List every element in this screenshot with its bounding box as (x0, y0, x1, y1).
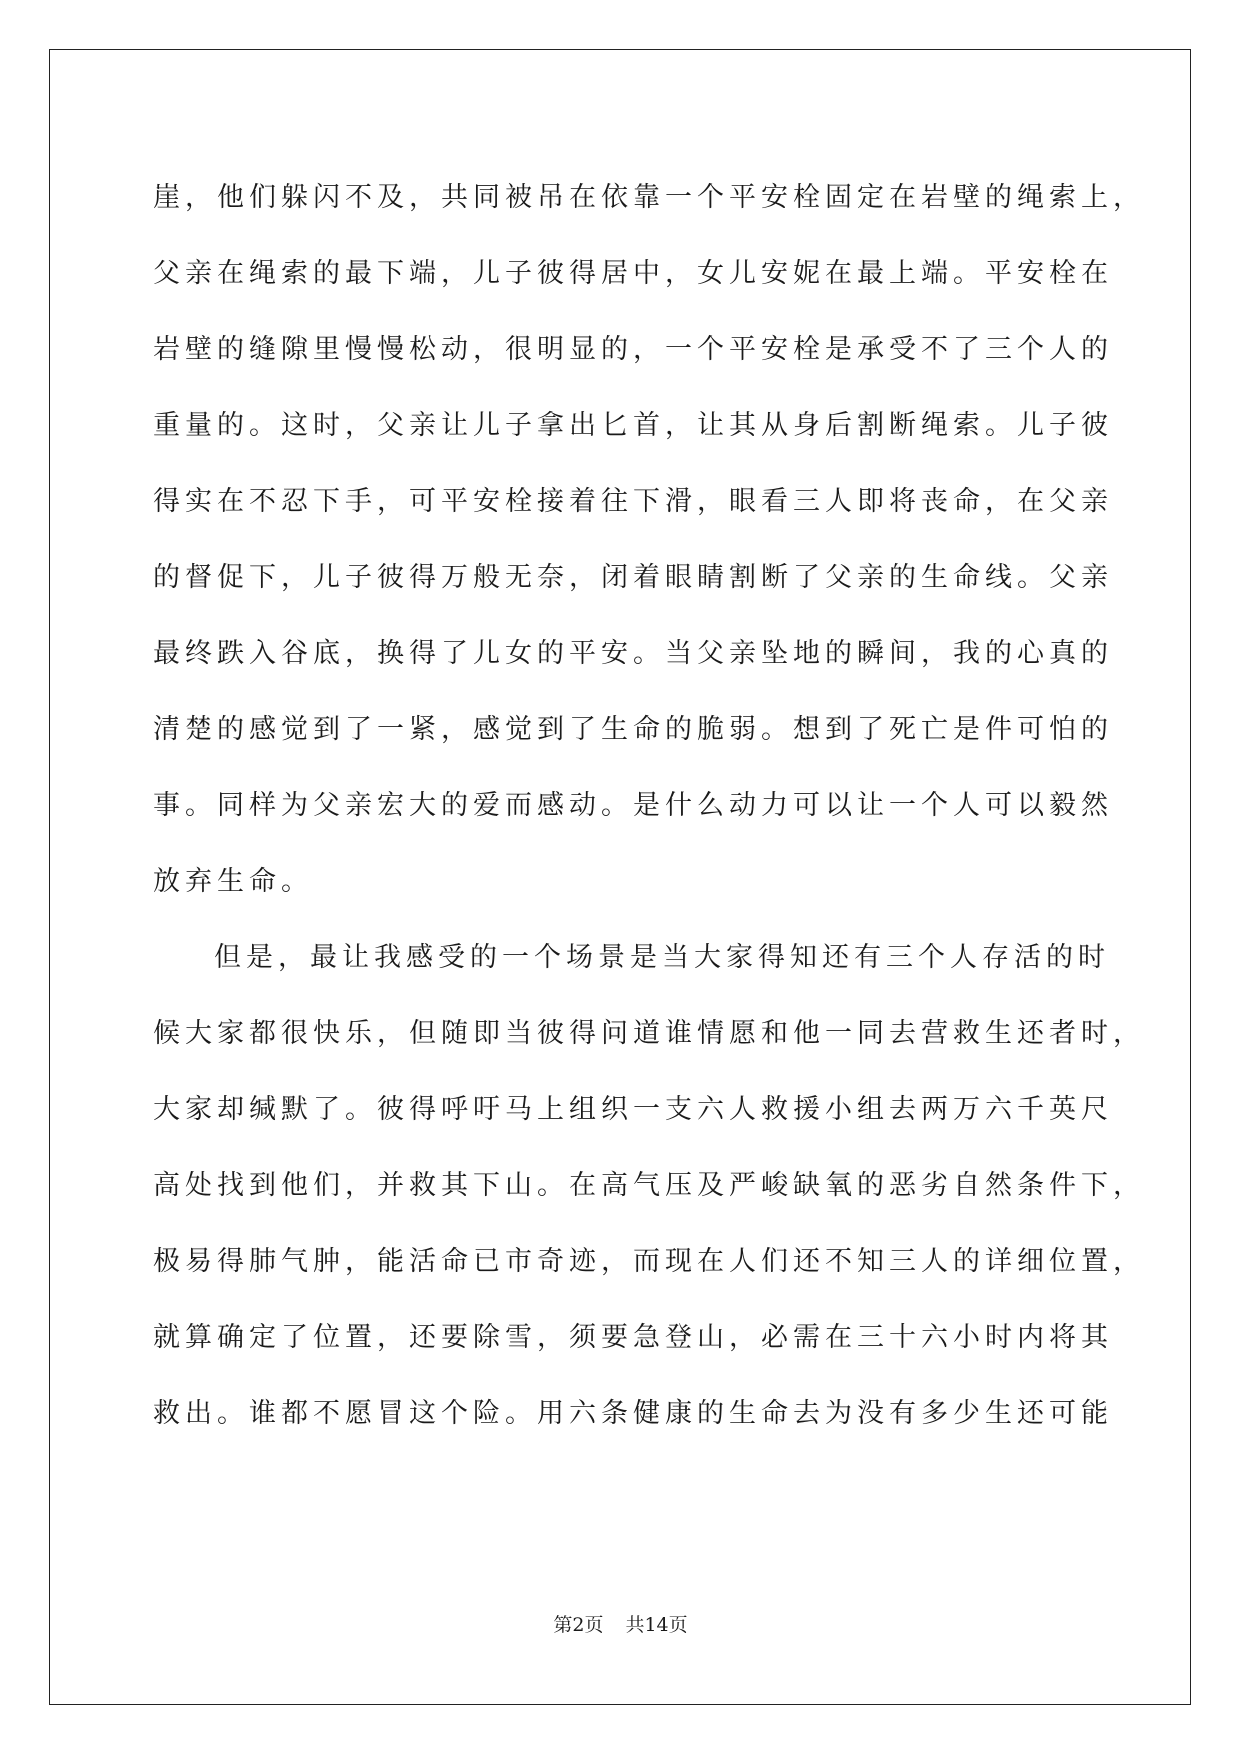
text-line: 就算确定了位置，还要除雪，须要急登山，必需在三十六小时内将其 (153, 1322, 1113, 1353)
text-line: 高处找到他们，并救其下山。在高气压及严峻缺氧的恶劣自然条件下， (153, 1170, 1145, 1201)
text-line: 崖，他们躲闪不及，共同被吊在依靠一个平安栓固定在岩壁的绳索上， (153, 182, 1145, 213)
text-line: 但是，最让我感受的一个场景是当大家得知还有三个人存活的时 (214, 942, 1110, 973)
text-line: 放弃生命。 (153, 866, 313, 897)
text-line: 岩壁的缝隙里慢慢松动，很明显的，一个平安栓是承受不了三个人的 (153, 334, 1113, 365)
page-footer (0, 1610, 1241, 1637)
text-line: 清楚的感觉到了一紧，感觉到了生命的脆弱。想到了死亡是件可怕的 (153, 714, 1113, 745)
text-line: 的督促下，儿子彼得万般无奈，闭着眼睛割断了父亲的生命线。父亲 (153, 562, 1113, 593)
text-line: 救出。谁都不愿冒这个险。用六条健康的生命去为没有多少生还可能 (153, 1398, 1113, 1429)
text-line: 大家却缄默了。彼得呼吁马上组织一支六人救援小组去两万六千英尺 (153, 1094, 1113, 1125)
text-line: 极易得肺气肿，能活命已市奇迹，而现在人们还不知三人的详细位置， (153, 1246, 1145, 1277)
page-total: 共14页 (625, 1614, 688, 1636)
text-line: 父亲在绳索的最下端，儿子彼得居中，女儿安妮在最上端。平安栓在 (153, 258, 1113, 289)
text-line: 重量的。这时，父亲让儿子拿出匕首，让其从身后割断绳索。儿子彼 (153, 410, 1113, 441)
text-line: 最终跌入谷底，换得了儿女的平安。当父亲坠地的瞬间，我的心真的 (153, 638, 1113, 669)
document-body (153, 160, 1145, 1452)
text-line: 事。同样为父亲宏大的爱而感动。是什么动力可以让一个人可以毅然 (153, 790, 1113, 821)
page-number: 第2页 (553, 1614, 604, 1636)
paragraph-2 (153, 920, 1145, 1452)
text-line: 得实在不忍下手，可平安栓接着往下滑，眼看三人即将丧命，在父亲 (153, 486, 1113, 517)
paragraph-1 (153, 160, 1145, 920)
text-line: 候大家都很快乐，但随即当彼得问道谁情愿和他一同去营救生还者时， (153, 1018, 1145, 1049)
